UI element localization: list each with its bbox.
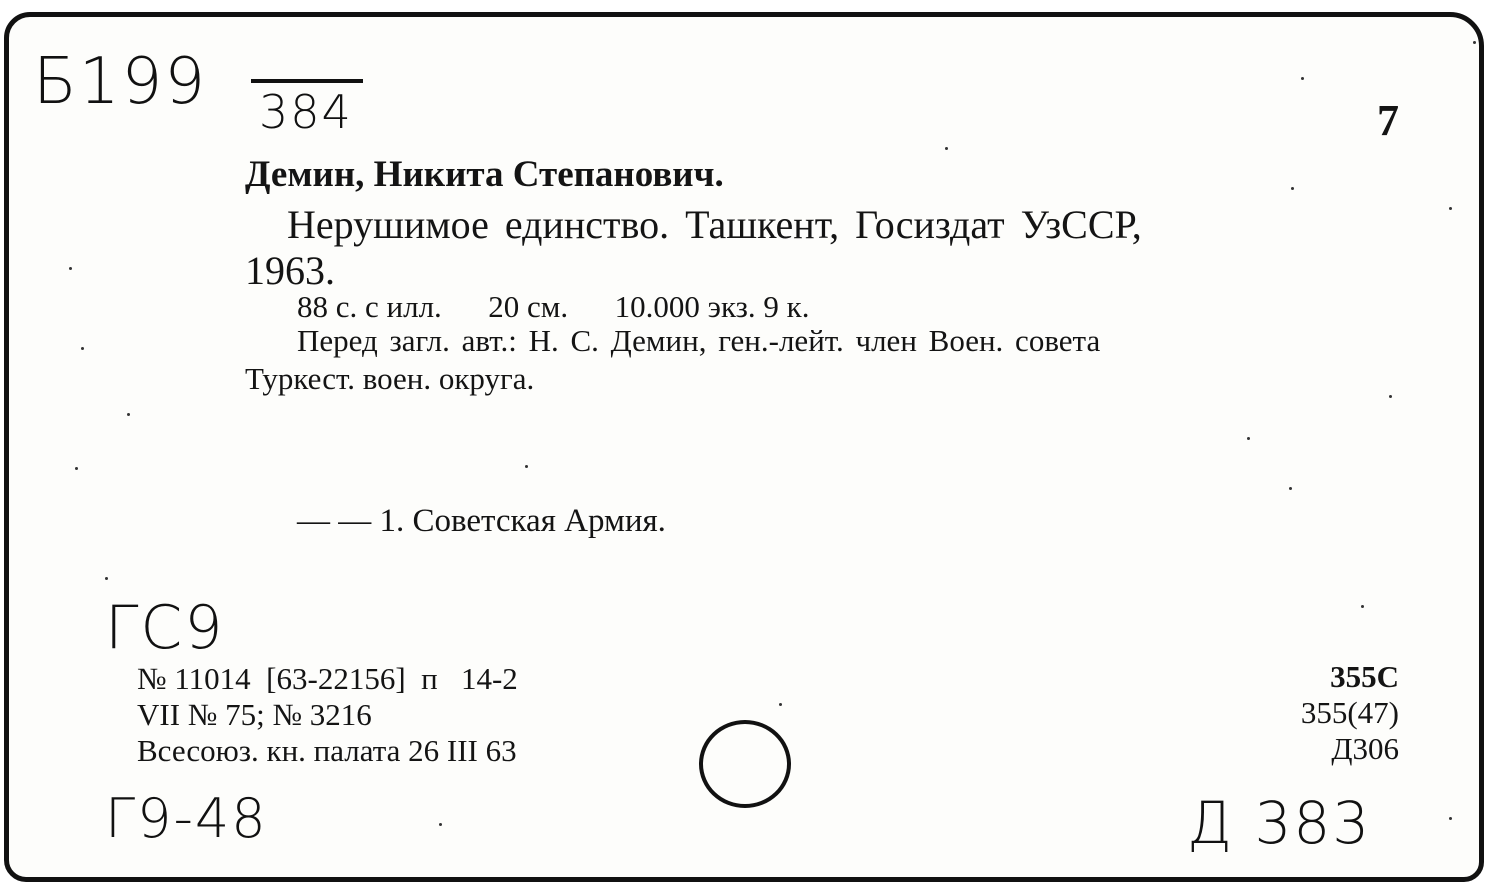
note-line-1: Перед загл. авт.: Н. С. Демин, ген.-лейт. член Воен. совета — [297, 323, 1101, 358]
scan-speck — [1247, 437, 1250, 440]
scan-speck — [1301, 77, 1304, 80]
note-line-2: Туркест. воен. округа. — [245, 361, 535, 396]
title-line: Нерушимое единство. Ташкент, Госиздат УзССР, — [287, 202, 1142, 247]
handwritten-mark-bottom-left: Г9-48 — [105, 787, 268, 850]
scan-speck — [1449, 207, 1452, 210]
handwritten-code: Б199 — [33, 45, 208, 119]
handwritten-mark-bottom-right: Д 383 — [1187, 789, 1372, 857]
classification-1: 355С — [1330, 659, 1399, 694]
scan-speck — [75, 467, 78, 470]
card-number: 7 — [1377, 96, 1399, 145]
scan-speck — [525, 465, 528, 468]
scan-speck — [1361, 605, 1364, 608]
publication-year: 1963. — [245, 248, 335, 293]
classification-3: Д306 — [1331, 731, 1399, 766]
scan-speck — [779, 703, 782, 706]
subject-heading: — — 1. Советская Армия. — [297, 503, 666, 539]
registration-line-2: VII № 75; № 3216 — [137, 697, 372, 732]
classification-2: 355(47) — [1300, 695, 1399, 730]
handwritten-fraction: 384 — [259, 85, 353, 139]
handwritten-mark-left: ГС9 — [105, 593, 225, 663]
fraction-bar — [251, 79, 363, 83]
scan-speck — [439, 823, 442, 826]
circle-stamp — [699, 720, 791, 808]
catalog-card — [4, 12, 1484, 882]
physical-description: 88 с. с илл. 20 см. 10.000 экз. 9 к. — [297, 289, 810, 324]
scan-speck — [1449, 817, 1452, 820]
scan-speck — [105, 577, 108, 580]
scan-speck — [1291, 187, 1294, 190]
registration-line-1: № 11014 [63-22156] п 14-2 — [137, 661, 518, 696]
scan-speck — [1473, 41, 1476, 44]
registration-line-3: Всесоюз. кн. палата 26 III 63 — [137, 733, 517, 768]
scan-speck — [1289, 487, 1292, 490]
scan-speck — [69, 267, 72, 270]
scan-speck — [945, 147, 948, 150]
scan-speck — [81, 347, 84, 350]
author-heading: Демин, Никита Степанович. — [245, 154, 724, 195]
scan-speck — [1389, 395, 1392, 398]
scan-speck — [127, 413, 130, 416]
